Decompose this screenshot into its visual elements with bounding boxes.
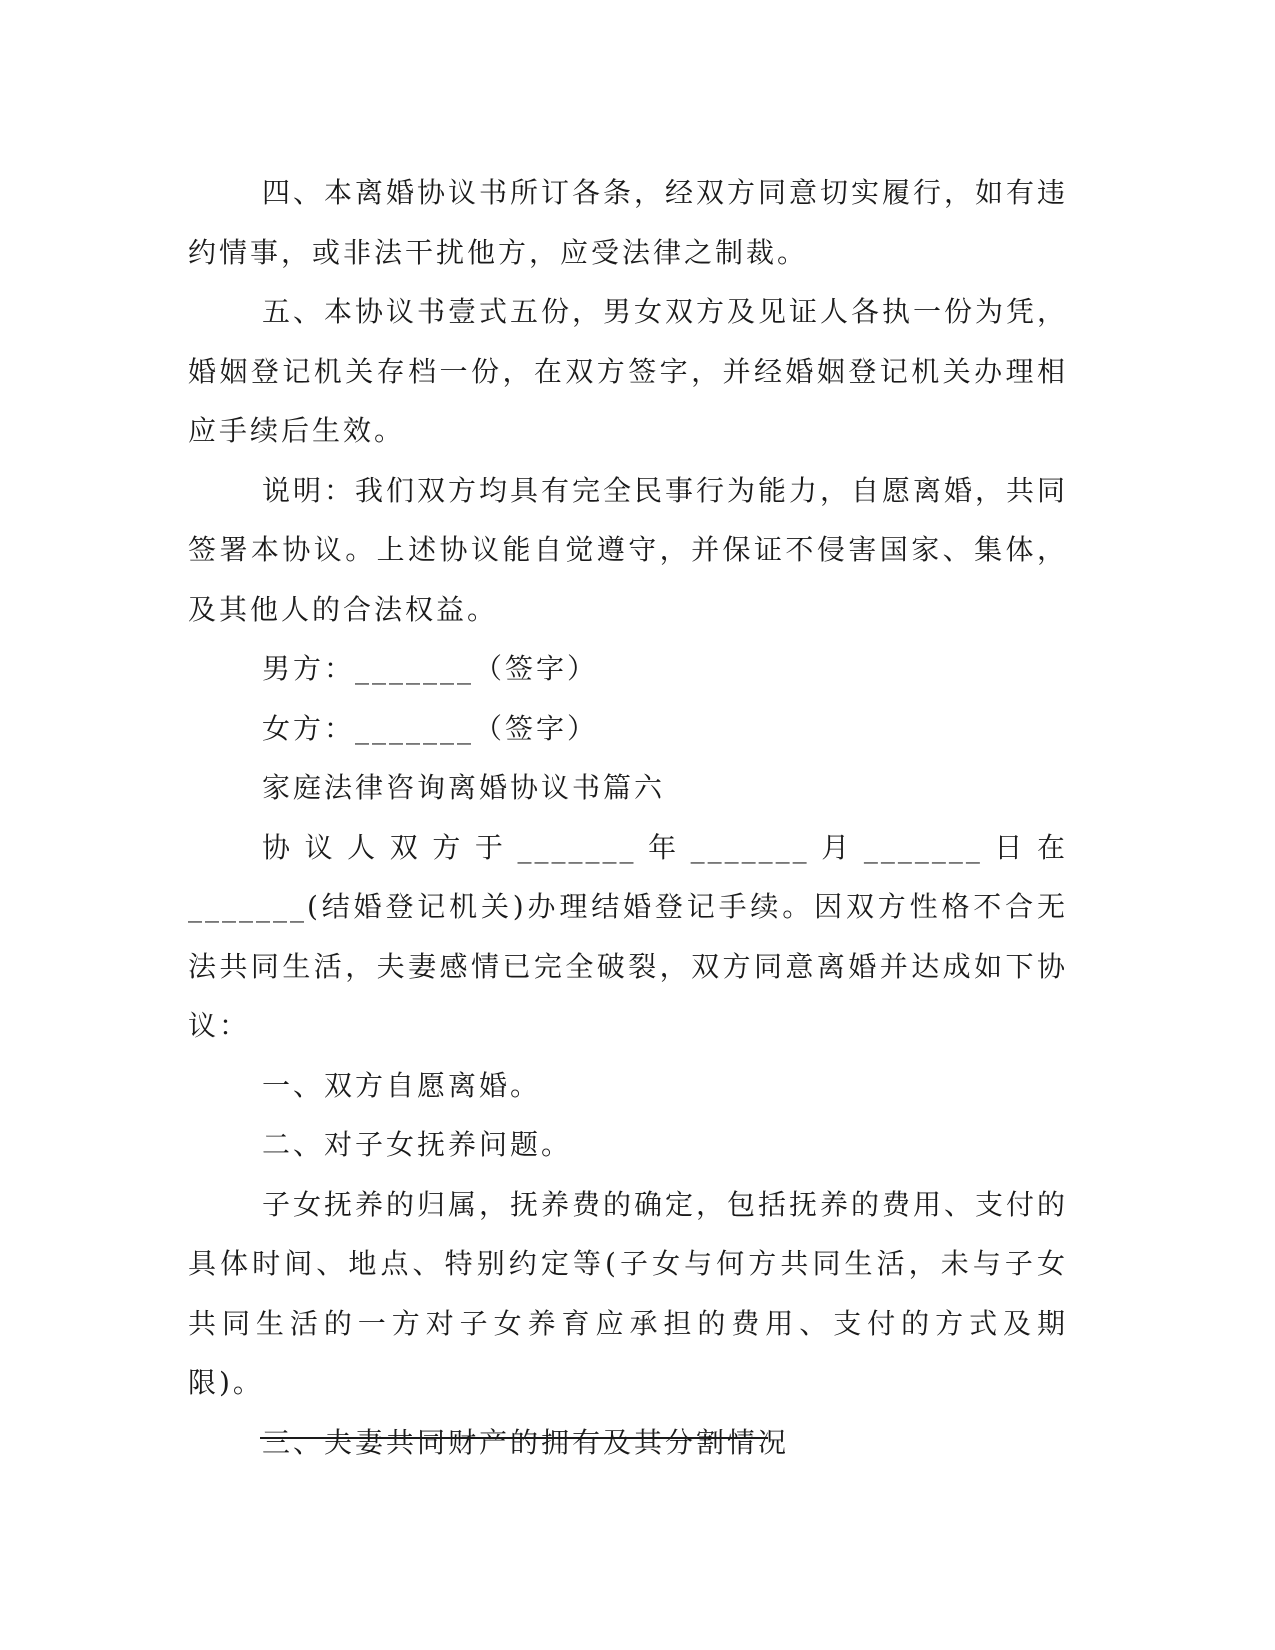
intro-paragraph: 协议人双方于_______年_______月_______日在_______(结婚登记机关)办理结婚登记手续。因双方性格不合无法共同生活，夫妻感情已完全破裂，双方同意离婚并达成如下协议： xyxy=(188,830,1068,1042)
female-signature-line: 女方：_______（签字） xyxy=(262,711,599,745)
clause-two-paragraph: 二、对子女抚养问题。 xyxy=(262,1128,573,1161)
custody-paragraph: 子女抚养的归属，抚养费的确定，包括抚养的费用、支付的具体时间、地点、特别约定等(子女与何方共同生活，未与子女共同生活的一方对子女养育应承担的费用、支付的方式及期限)。 xyxy=(188,1187,1069,1399)
male-signature-line: 男方：_______（签字） xyxy=(262,652,599,685)
clause-three-paragraph: 三、夫妻共同财产的拥有及其分割情况 xyxy=(262,1425,790,1459)
clause-one-paragraph: 一、双方自愿离婚。 xyxy=(262,1068,542,1102)
clause-four-paragraph: 四、本离婚协议书所订各条，经双方同意切实履行，如有违约情事，或非法干扰他方，应受法律之制裁。 xyxy=(188,176,1069,269)
statement-paragraph: 说明：我们双方均具有完全民事行为能力，自愿离婚，共同签署本协议。上述协议能自觉遵守，并保证不侵害国家、集体，及其他人的合法权益。 xyxy=(188,473,1069,626)
blank-fill-line xyxy=(260,1437,768,1439)
section-heading: 家庭法律咨询离婚协议书篇六 xyxy=(262,771,666,804)
clause-five-paragraph: 五、本协议书壹式五份，男女双方及见证人各执一份为凭，婚姻登记机关存档一份，在双方签字，并经婚姻登记机关办理相应手续后生效。 xyxy=(188,295,1069,447)
document-body xyxy=(188,163,1068,1472)
